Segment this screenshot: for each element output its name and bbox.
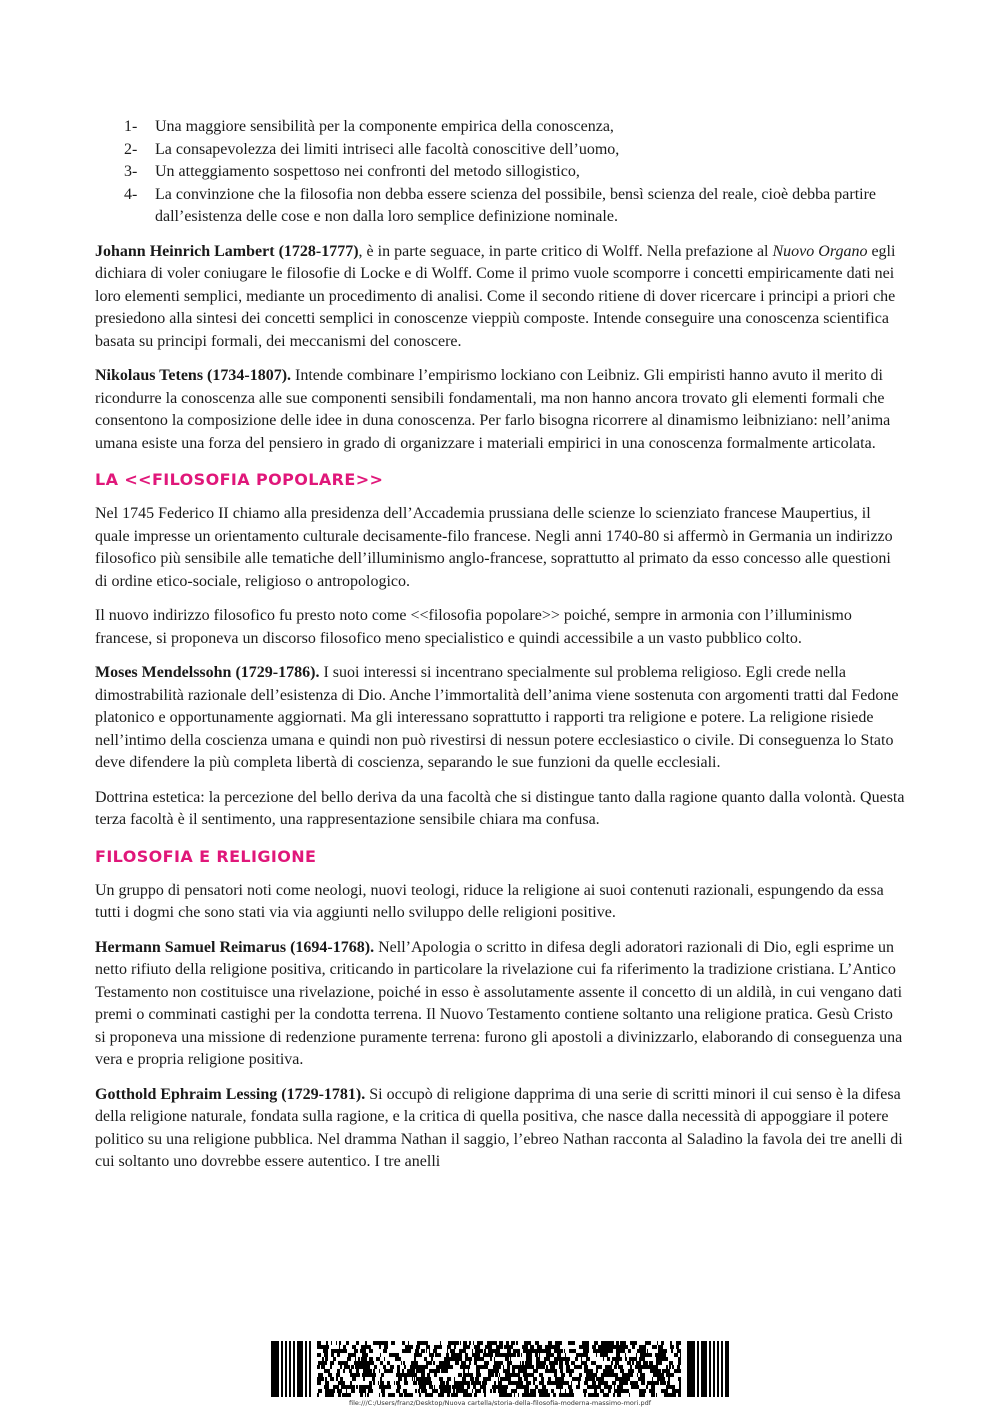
author-name: Moses Mendelssohn (1729-1786).	[95, 664, 320, 681]
book-title: Nuovo Organo	[772, 242, 868, 260]
section-heading-filosofia-popolare: LA <<FILOSOFIA POPOLARE>>	[95, 470, 384, 489]
page-content	[95, 116, 907, 1186]
author-name: Hermann Samuel Reimarus (1694-1768).	[95, 938, 375, 956]
tetens-paragraph: Nikolaus Tetens (1734-1807). Intende combinare l’empirismo lockiano con Leibniz. Gli empiristi hanno avuto il merito di ricondurre la conoscenza alle sue componenti sensibili fondamentali, ma non hanno ancora trovato gli elementi formali che consentono la composizione delle idee in duna conoscenza. Per farlo bisogna ricorrere al dinamismo leibniziano: nell’anima umana esiste una forza del pensiero in grado di organizzare i materiali empirici in una conoscenza formalmente articolata.	[95, 367, 891, 452]
author-name: Nikolaus Tetens (1734-1807).	[95, 367, 292, 384]
paragraph: Il nuovo indirizzo filosofico fu presto noto come <<filosofia popolare>> poiché, sempre in armonia con l’illuminismo francese, si proponeva un discorso filosofico meno specialistico e quindi accessibile a un vasto pubblico colto.	[95, 607, 852, 647]
list-item: 4- La convinzione che la filosofia non debba essere scienza del possibile, bensì scienza del reale, cioè debba partire dall’esistenza delle cose e non dalla loro semplice definizione nominale.	[124, 185, 877, 225]
file-path-footer: file:///C:/Users/franz/Desktop/Nuova cartella/storia-della-filosofia-moderna-massimo-mori.pdf	[349, 1399, 651, 1407]
list-item: 1- Una maggiore sensibilità per la componente empirica della conoscenza,	[124, 118, 614, 135]
list-item: 3- Un atteggiamento sospettoso nei confronti del metodo sillogistico,	[124, 163, 580, 180]
paragraph: Un gruppo di pensatori noti come neologi, nuovi teologi, riduce la religione ai suoi contenuti razionali, espungendo da essa tutti i dogmi che sono stati via via aggiunti nello sviluppo delle religioni positive.	[95, 881, 884, 921]
numbered-list	[95, 116, 907, 229]
paragraph: Dottrina estetica: la percezione del bello deriva da una facoltà che si distingue tanto dalla ragione quanto dalla volontà. Questa terza facoltà è il sentimento, una rappresentazione sensibile chiara ma confusa.	[95, 788, 905, 828]
section-heading-filosofia-religione: FILOSOFIA E RELIGIONE	[95, 846, 317, 866]
pdf417-barcode	[263, 1341, 737, 1397]
author-name: Johann Heinrich Lambert (1728-1777)	[95, 242, 359, 260]
lessing-paragraph: Gotthold Ephraim Lessing (1729-1781). Si occupò di religione dapprima di una serie di scritti minori il cui senso è la difesa della religione naturale, fondata sulla ragione, e la critica di quella positiva, che nasce dalla necessità di appoggiare il potere politico su una religione pubblica. Nel dramma Nathan il saggio, l’ebreo Nathan racconta al Saladino la favola dei tre anelli di cui soltanto uno dovrebbe essere autentico. I tre anelli	[95, 1085, 903, 1170]
reimarus-paragraph: Hermann Samuel Reimarus (1694-1768). Nell’Apologia o scritto in difesa degli adoratori razionali di Dio, egli esprime un netto rifiuto della religione positiva, criticando in particolare la rivelazione cui fa riferimento la tradizione cristiana. L’Antico Testamento non costituisce una rivelazione, poiché in esso è assolutamente assente il concetto di un aldilà, in cui vengano dati premi o comminati castighi per la condotta terrena. Il Nuovo Testamento contiene soltanto una religione pratica. Gesù Cristo si proponeva una missione di redenzione puramente terrena: furono gli apostoli a divinizzarlo, elaborando di conseguenza una vera e propria religione positiva.	[95, 938, 903, 1068]
list-item: 2- La consapevolezza dei limiti intriseci alle facoltà conoscitive dell’uomo,	[124, 140, 620, 158]
lambert-paragraph: Johann Heinrich Lambert (1728-1777), è in parte seguace, in parte critico di Wolff. Nella prefazione al Nuovo Organo egli dichiara di voler coniugare le filosofie di Locke e di Wolff. Come il primo vuole scomporre i concetti empiricamente dati nei loro elementi semplici, mediante un procedimento di analisi. Come il secondo ritiene di dover ricercare i principi a priori che presiedono alla sintesi dei concetti semplici in conoscenze vieppiù composte. Intende conseguire una conoscenza scientifica basata su principi formali, dei meccanismi del conoscere.	[95, 242, 896, 350]
paragraph: Nel 1745 Federico II chiamo alla presidenza dell’Accademia prussiana delle scienze lo scienziato francese Maupertius, il quale impresse un orientamento culturale decisamente-filo francese. Negli anni 1740-80 si affermò in Germania un indirizzo filosofico più sensibile alle tematiche dell’illuminismo anglo-francese, soprattutto al primato da esso concesso alle questioni di ordine etico-sociale, religioso o antropologico.	[95, 505, 893, 590]
author-name: Gotthold Ephraim Lessing (1729-1781).	[95, 1085, 366, 1103]
mendelssohn-paragraph: Moses Mendelssohn (1729-1786). I suoi interessi si incentrano specialmente sul problema religioso. Egli crede nella dimostrabilità razionale dell’esistenza di Dio. Anche l’immortalità dell’anima viene sostenuta con argomenti tratti dal Fedone platonico e opportunamente aggiornati. Ma gli interessano soprattutto i rapporti tra religione e potere. La religione risiede nell’intimo della coscienza umana e quindi non può rivestirsi di nessun potere ecclesiastico o civile. Di conseguenza lo Stato deve difendere la più completa libertà di coscienza, separando le sue funzioni da quelle ecclesiali.	[95, 664, 899, 771]
